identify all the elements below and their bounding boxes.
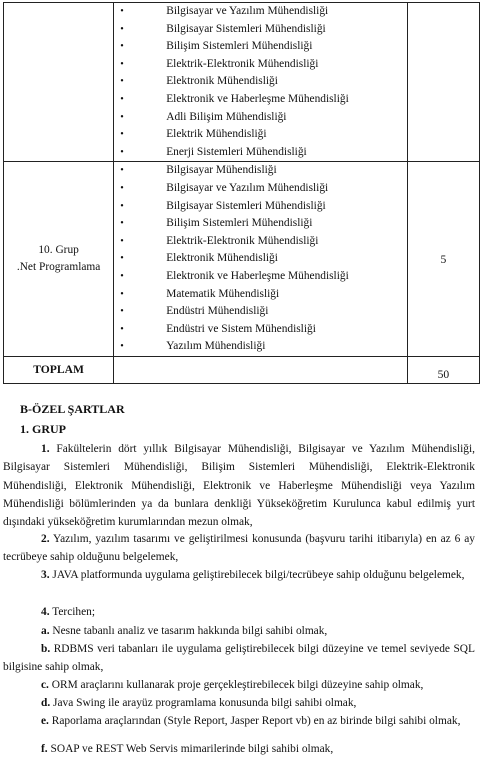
list-item	[114, 126, 407, 144]
bullet-icon: •	[120, 76, 124, 88]
bullet-icon: •	[120, 218, 124, 230]
section-title: B-ÖZEL ŞARTLAR	[20, 402, 125, 416]
department-name: Elektronik ve Haberleşme Mühendisliği	[166, 92, 349, 105]
department-list	[114, 3, 407, 161]
bullet-icon: •	[120, 288, 124, 300]
requirement-paragraph	[3, 640, 475, 677]
list-item	[114, 338, 407, 356]
bullet-icon: •	[120, 200, 124, 212]
list-item	[114, 3, 407, 21]
department-name: Bilgisayar ve Yazılım Mühendisliği	[166, 181, 329, 194]
count-cell	[407, 3, 479, 162]
department-name: Elektronik Mühendisliği	[166, 75, 278, 88]
group-cell	[4, 3, 114, 162]
list-item	[114, 321, 407, 339]
total-label: TOPLAM	[4, 356, 114, 383]
departments-cell	[114, 3, 408, 162]
department-name: Bilişim Sistemleri Mühendisliği	[166, 217, 313, 230]
group-title: 10. Grup	[38, 244, 79, 257]
paragraph-number: 3.	[41, 569, 50, 581]
paragraph-text: Tercihen;	[49, 606, 96, 618]
list-item	[114, 144, 407, 162]
list-item	[114, 286, 407, 304]
department-name: Bilgisayar ve Yazılım Mühendisliği	[166, 5, 329, 17]
requirement-paragraph	[3, 440, 475, 531]
list-item	[114, 109, 407, 127]
list-item	[114, 162, 407, 180]
requirement-paragraph	[3, 712, 475, 730]
bullet-icon: •	[120, 146, 124, 158]
section-subtitle: 1. GRUP	[20, 422, 66, 436]
requirement-paragraph	[3, 622, 475, 640]
list-item	[114, 73, 407, 91]
position-count: 5	[407, 162, 479, 357]
department-name: Bilişim Sistemleri Mühendisliği	[166, 40, 313, 53]
bullet-icon: •	[120, 182, 124, 194]
table-row-group10	[4, 162, 480, 357]
requirement-paragraph	[3, 530, 475, 567]
requirement-paragraph	[3, 694, 475, 712]
paragraph-text: RDBMS veri tabanları ile uygulama geliştirebilecek bilgi düzeyine ve temel seviyede SQL bilgisine sahip olmak,	[3, 643, 475, 674]
paragraph-text: Fakültelerin dört yıllık Bilgisayar Mühendisliği, Bilgisayar ve Yazılım Mühendisliği, Bilgisayar Sistemleri Mühendisliği, Bilişim Sistemleri Mühendisliği, Elektrik-Elektronik Mühendisliği, Elektronik Mühendisliği, Elektronik ve Haberleşme Mühendisliği veya Yazılım Mühendisliği bölümlerinden ya da bunlara denkliği Yükseköğretim Kurulunca kabul edilmiş yurt dışındaki yükseköğretim kurumlarından mezun olmak,	[3, 443, 475, 529]
department-name: Elektronik Mühendisliği	[166, 252, 278, 265]
requirement-paragraph	[3, 603, 475, 621]
positions-table	[3, 2, 480, 384]
department-name: Yazılım Mühendisliği	[166, 340, 266, 353]
department-name: Bilgisayar Mühendisliği	[166, 164, 277, 177]
paragraph-number: d.	[41, 697, 51, 709]
bullet-icon: •	[120, 235, 124, 247]
list-item	[114, 91, 407, 109]
paragraph-text: Yazılım, yazılım tasarımı ve geliştirilmesi konusunda (başvuru tarihi itibarıyla) en az 6 ay tecrübeye sahip olduğunu belgelemek,	[3, 533, 475, 564]
bullet-icon: •	[120, 341, 124, 353]
paragraph-text: ORM araçlarını kullanarak proje gerçekleştirebilecek bilgi düzeyine sahip olmak,	[48, 679, 424, 691]
paragraph-number: 1.	[41, 443, 50, 455]
paragraph-number: 4.	[41, 606, 50, 618]
paragraph-text: Raporlama araçlarından (Style Report, Jasper Report vb) en az birinde bilgi sahibi olmak,	[48, 715, 461, 727]
bullet-icon: •	[120, 253, 124, 265]
paragraph-number: f.	[41, 743, 48, 755]
bullet-icon: •	[120, 93, 124, 105]
department-name: Matematik Mühendisliği	[166, 287, 280, 300]
department-name: Endüstri ve Sistem Mühendisliği	[166, 322, 316, 335]
bullet-icon: •	[120, 270, 124, 282]
list-item	[114, 21, 407, 39]
bullet-icon: •	[120, 41, 124, 53]
paragraph-number: a.	[41, 625, 50, 637]
requirement-paragraph	[3, 676, 475, 694]
requirement-paragraph	[3, 740, 475, 758]
list-item	[114, 38, 407, 56]
list-item	[114, 215, 407, 233]
department-name: Endüstri Mühendisliği	[166, 305, 269, 318]
paragraph-text: SOAP ve REST Web Servis mimarilerinde bilgi sahibi olmak,	[47, 743, 334, 755]
department-name: Elektronik ve Haberleşme Mühendisliği	[166, 269, 349, 282]
list-item	[114, 303, 407, 321]
paragraph-number: 2.	[41, 533, 50, 545]
bullet-icon: •	[120, 23, 124, 35]
department-name: Bilgisayar Sistemleri Mühendisliği	[166, 22, 326, 35]
total-value: 50	[407, 356, 479, 383]
table-row-top	[4, 3, 480, 162]
bullet-icon: •	[120, 323, 124, 335]
department-name: Enerji Sistemleri Mühendisliği	[166, 145, 307, 158]
bullet-icon: •	[120, 129, 124, 141]
department-name: Elektrik Mühendisliği	[166, 128, 267, 141]
department-name: Elektrik-Elektronik Mühendisliği	[166, 234, 319, 247]
paragraph-text: Java Swing ile arayüz programlama konusunda bilgi sahibi olmak,	[50, 697, 357, 709]
paragraph-number: b.	[41, 643, 51, 655]
department-name: Adli Bilişim Mühendisliği	[166, 110, 287, 123]
paragraph-text: Nesne tabanlı analiz ve tasarım hakkında bilgi sahibi olmak,	[49, 625, 328, 637]
list-item	[114, 233, 407, 251]
table-row-total	[4, 356, 480, 383]
paragraph-number: c.	[41, 679, 49, 691]
list-item	[114, 250, 407, 268]
departments-cell	[114, 162, 408, 357]
department-list	[114, 162, 407, 356]
bullet-icon: •	[120, 306, 124, 318]
list-item	[114, 56, 407, 74]
bullet-icon: •	[120, 165, 124, 177]
department-name: Elektrik-Elektronik Mühendisliği	[166, 57, 319, 70]
list-item	[114, 198, 407, 216]
group-subject: .Net Programlama	[16, 261, 101, 274]
bullet-icon: •	[120, 6, 124, 17]
requirement-paragraph	[3, 566, 475, 584]
total-empty-cell	[114, 356, 408, 383]
list-item	[114, 180, 407, 198]
paragraph-number: e.	[41, 715, 49, 727]
group-cell	[4, 162, 114, 357]
bullet-icon: •	[120, 58, 124, 70]
department-name: Bilgisayar Sistemleri Mühendisliği	[166, 199, 326, 212]
paragraph-text: JAVA platformunda uygulama geliştirebilecek bilgi/tecrübeye sahip olduğunu belgelemek,	[49, 569, 465, 581]
bullet-icon: •	[120, 111, 124, 123]
list-item	[114, 268, 407, 286]
